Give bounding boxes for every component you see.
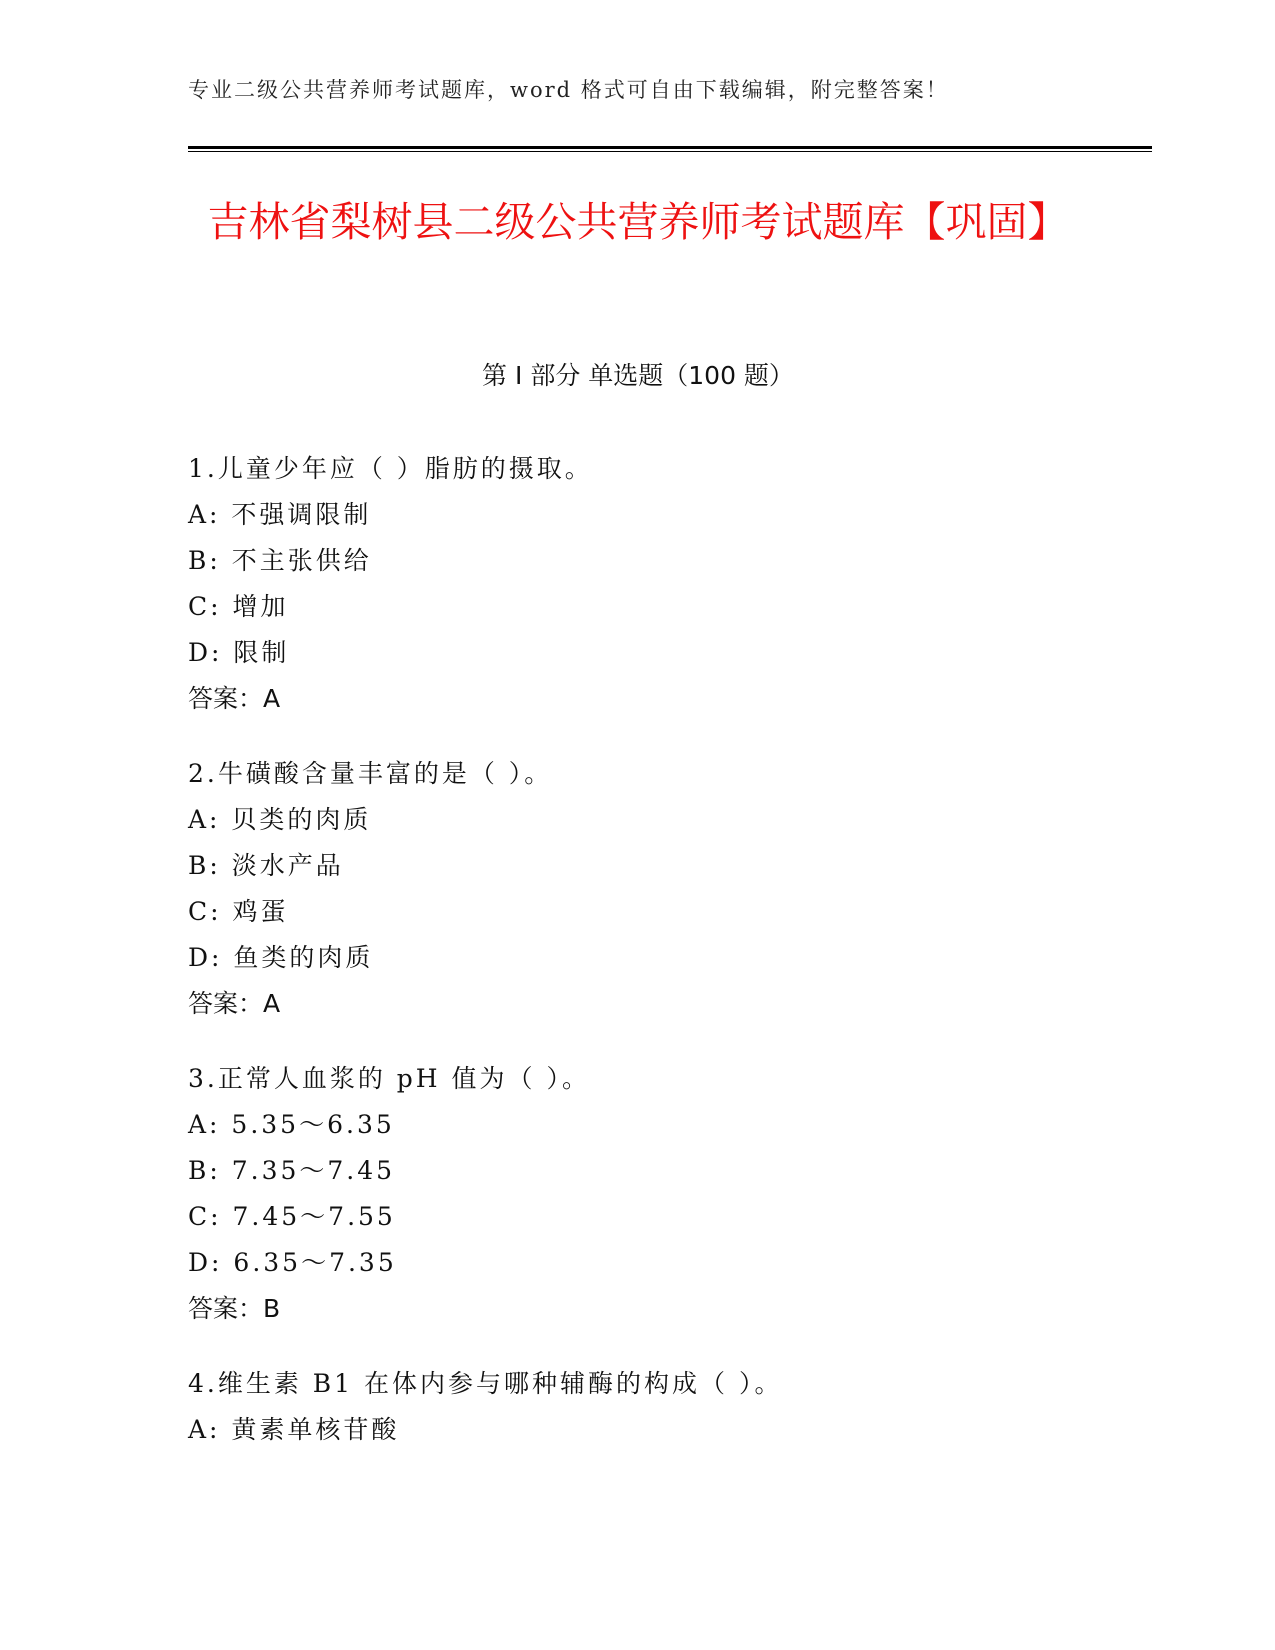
option-a: A: 5.35～6.35 [188, 1110, 395, 1139]
question-stem: 3.正常人血浆的 pH 值为（ ）。 [188, 1064, 590, 1093]
option-a: A: 不强调限制 [188, 500, 372, 529]
option-a: A: 黄素单核苷酸 [188, 1415, 400, 1444]
option-b: B: 7.35～7.45 [188, 1156, 396, 1185]
question-1 [188, 446, 1152, 722]
option-c: C: 7.45～7.55 [188, 1202, 396, 1231]
option-d: D: 限制 [188, 638, 290, 667]
header-rule-thick [188, 146, 1152, 149]
option-b: B: 淡水产品 [188, 851, 344, 880]
document-title: 吉林省梨树县二级公共营养师考试题库【巩固】 [207, 198, 1069, 246]
answer: 答案：A [188, 989, 281, 1018]
section-title: 第 I 部分 单选题（100 题） [482, 361, 794, 390]
option-c: C: 鸡蛋 [188, 897, 289, 926]
option-d: D: 鱼类的肉质 [188, 943, 374, 972]
question-stem: 1.儿童少年应（ ）脂肪的摄取。 [188, 454, 593, 483]
question-stem: 4.维生素 B1 在体内参与哪种辅酶的构成（ ）。 [188, 1369, 783, 1398]
header-rule-thin [188, 151, 1152, 152]
question-4 [188, 1361, 1152, 1453]
question-list [188, 446, 1152, 1482]
question-stem: 2.牛磺酸含量丰富的是（ ）。 [188, 759, 553, 788]
page-header-text: 专业二级公共营养师考试题库，word 格式可自由下载编辑，附完整答案！ [188, 78, 949, 102]
question-2 [188, 751, 1152, 1027]
option-d: D: 6.35～7.35 [188, 1248, 397, 1277]
answer: 答案：A [188, 684, 281, 713]
option-b: B: 不主张供给 [188, 546, 372, 575]
option-c: C: 增加 [188, 592, 289, 621]
question-3 [188, 1056, 1152, 1332]
answer: 答案：B [188, 1294, 281, 1323]
option-a: A: 贝类的肉质 [188, 805, 372, 834]
